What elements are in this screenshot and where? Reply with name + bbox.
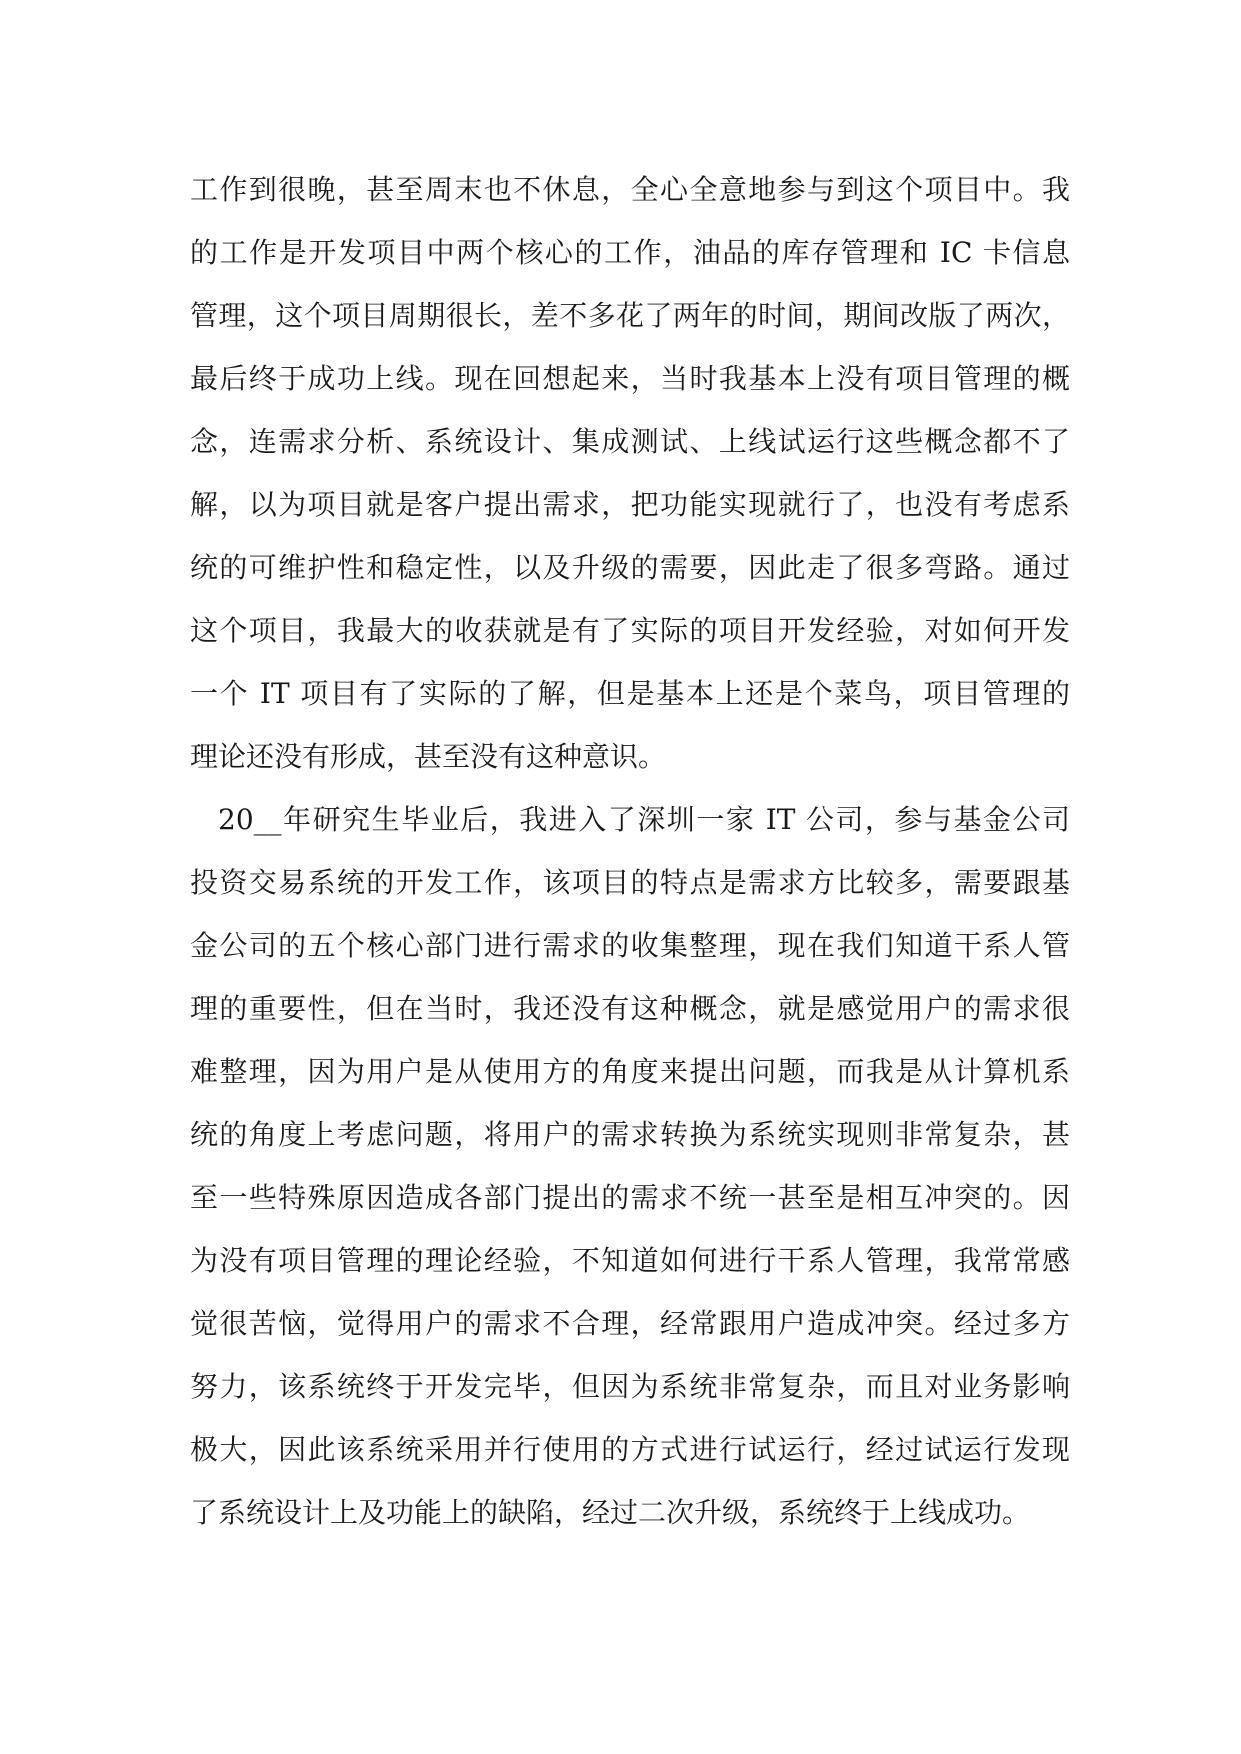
text-line: 一个 IT 项目有了实际的了解，但是基本上还是个菜鸟，项目管理的 (190, 677, 1070, 710)
text-line: 极大，因此该系统采用并行使用的方式进行试运行，经过试运行发现 (190, 1433, 1070, 1466)
text-line: 金公司的五个核心部门进行需求的收集整理，现在我们知道干系人管 (190, 929, 1070, 962)
text-line: 这个项目，我最大的收获就是有了实际的项目开发经验，对如何开发 (190, 614, 1070, 647)
text-line: 投资交易系统的开发工作，该项目的特点是需求方比较多，需要跟基 (190, 866, 1070, 899)
text-line: 的工作是开发项目中两个核心的工作，油品的库存管理和 IC 卡信息 (190, 236, 1070, 269)
text-line: 解，以为项目就是客户提出需求，把功能实现就行了，也没有考虑系 (190, 488, 1070, 521)
text-line: 统的角度上考虑问题，将用户的需求转换为系统实现则非常复杂，甚 (190, 1118, 1070, 1151)
text-line: 最后终于成功上线。现在回想起来，当时我基本上没有项目管理的概 (190, 362, 1070, 395)
text-line: 管理，这个项目周期很长，差不多花了两年的时间，期间改版了两次， (190, 299, 1070, 332)
text-line: 工作到很晚，甚至周末也不休息，全心全意地参与到这个项目中。我 (190, 173, 1070, 206)
paragraph-2 (190, 788, 1070, 1544)
text-line: 理论还没有形成，甚至没有这种意识。 (190, 740, 667, 773)
text-line: 为没有项目管理的理论经验，不知道如何进行干系人管理，我常常感 (190, 1244, 1070, 1277)
text-line: 难整理，因为用户是从使用方的角度来提出问题，而我是从计算机系 (190, 1055, 1070, 1088)
body-text (190, 158, 1070, 1544)
text-line: 努力，该系统终于开发完毕，但因为系统非常复杂，而且对业务影响 (190, 1370, 1070, 1403)
text-line: 理的重要性，但在当时，我还没有这种概念，就是感觉用户的需求很 (190, 992, 1070, 1025)
text-line: 20__年研究生毕业后，我进入了深圳一家 IT 公司，参与基金公司 (218, 803, 1070, 836)
text-line: 至一些特殊原因造成各部门提出的需求不统一甚至是相互冲突的。因 (190, 1181, 1070, 1214)
text-line: 统的可维护性和稳定性，以及升级的需要，因此走了很多弯路。通过 (190, 551, 1070, 584)
text-line: 觉很苦恼，觉得用户的需求不合理，经常跟用户造成冲突。经过多方 (190, 1307, 1070, 1340)
paragraph-1 (190, 158, 1070, 788)
text-line: 念，连需求分析、系统设计、集成测试、上线试运行这些概念都不了 (190, 425, 1070, 458)
text-line: 了系统设计上及功能上的缺陷，经过二次升级，系统终于上线成功。 (190, 1496, 1031, 1529)
